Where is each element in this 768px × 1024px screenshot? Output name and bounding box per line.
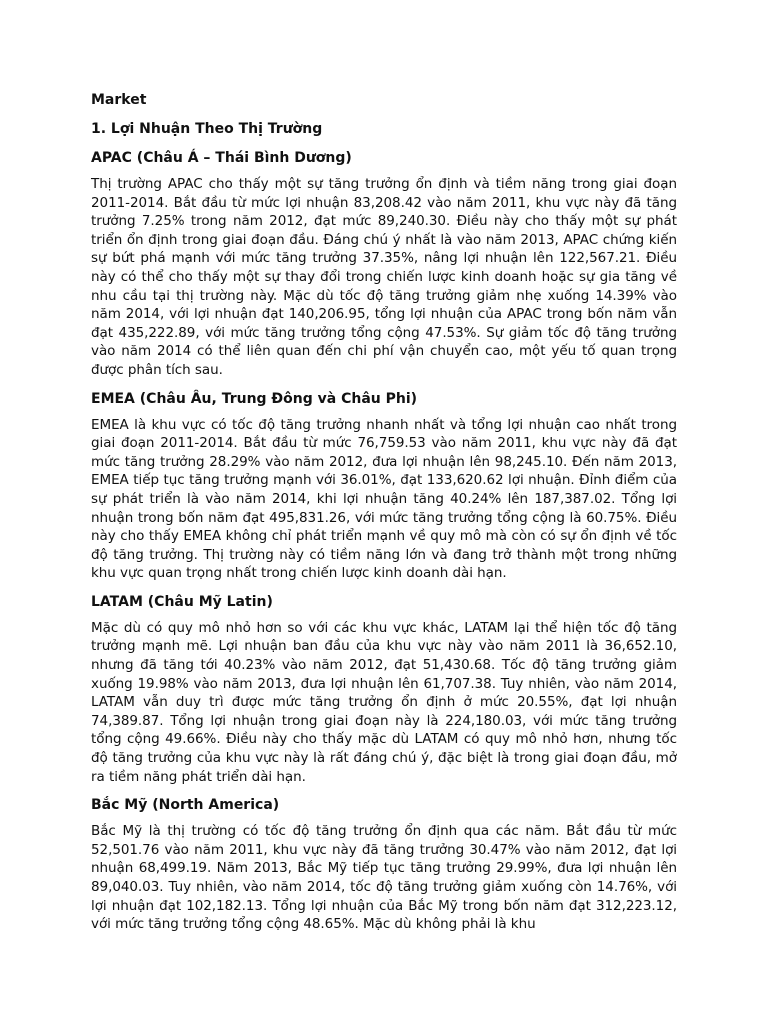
heading-north-america: Bắc Mỹ (North America) xyxy=(91,797,280,814)
heading-apac: APAC (Châu Á – Thái Bình Dương) xyxy=(91,150,352,166)
paragraph-emea: EMEA là khu vực có tốc độ tăng trưởng nhanh nhất và tổng lợi nhuận cao nhất trong giai đoạn 2011-2014. Bắt đầu từ mức 76,759.53 vào năm 2011, khu vực này đã đạt mức tăng trưởng 28.29% vào năm 2012, đưa lợi nhuận lên 98,245.10. Đến năm 2013, EMEA tiếp tục tăng trưởng mạnh với 36.01%, đạt 133,620.62 lợi nhuận. Đỉnh điểm của sự phát triển là vào năm 2014, khi lợi nhuận tăng 40.24% lên 187,387.02. Tổng lợi nhuận trong bốn năm đạt 495,831.26, với mức tăng trưởng tổng cộng là 60.75%. Điều này cho thấy EMEA không chỉ phát triển mạnh về quy mô mà còn có sự ổn định về tốc độ tăng trưởng. Thị trường này có tiềm năng lớn và đang trở thành một trong những khu vực quan trọng nhất trong chiến lược kinh doanh dài hạn. xyxy=(91,416,677,582)
section-title: 1. Lợi Nhuận Theo Thị Trường xyxy=(91,121,323,137)
heading-latam: LATAM (Châu Mỹ Latin) xyxy=(91,593,273,610)
paragraph-north-america: Bắc Mỹ là thị trường có tốc độ tăng trưởng ổn định qua các năm. Bắt đầu từ mức 52,501.76 vào năm 2011, khu vực này đã tăng trưởng 30.47% vào năm 2012, đạt lợi nhuận 68,499.19. Năm 2013, Bắc Mỹ tiếp tục tăng trưởng 29.99%, đưa lợi nhuận lên 89,040.03. Tuy nhiên, vào năm 2014, tốc độ tăng trưởng giảm xuống còn 14.76%, với lợi nhuận đạt 102,182.13. Tổng lợi nhuận của Bắc Mỹ trong bốn năm đạt 312,223.12, với mức tăng trưởng tổng cộng 48.65%. Mặc dù không phải là khu xyxy=(91,823,677,933)
paragraph-latam: Mặc dù có quy mô nhỏ hơn so với các khu vực khác, LATAM lại thể hiện tốc độ tăng trưởng mạnh mẽ. Lợi nhuận ban đầu của khu vực này vào năm 2011 là 36,652.10, nhưng đã tăng tới 40.23% vào năm 2012, đạt 51,430.68. Tốc độ tăng trưởng giảm xuống 19.98% vào năm 2013, đưa lợi nhuận lên 61,707.38. Tuy nhiên, vào năm 2014, LATAM vẫn duy trì được mức tăng trưởng ổn định ở mức 20.55%, đạt lợi nhuận 74,389.87. Tổng lợi nhuận trong giai đoạn này là 224,180.03, với mức tăng trưởng tổng cộng 49.66%. Điều này cho thấy mặc dù LATAM có quy mô nhỏ hơn, nhưng tốc độ tăng trưởng của khu vực này là rất đáng chú ý, đặc biệt là trong giai đoạn đầu, mở ra tiềm năng phát triển dài hạn. xyxy=(91,619,677,785)
heading-emea: EMEA (Châu Âu, Trung Đông và Châu Phi) xyxy=(91,390,418,407)
paragraph-apac: Thị trường APAC cho thấy một sự tăng trưởng ổn định và tiềm năng trong giai đoạn 2011-2014. Bắt đầu từ mức lợi nhuận 83,208.42 vào năm 2011, khu vực này đã tăng trưởng 7.25% trong năm 2012, đạt mức 89,240.30. Điều này cho thấy một sự phát triển ổn định trong giai đoạn đầu. Đáng chú ý nhất là vào năm 2013, APAC chứng kiến sự bứt phá mạnh với mức tăng trưởng 37.35%, nâng lợi nhuận lên 122,567.21. Điều này có thể cho thấy một sự thay đổi trong chiến lược kinh doanh hoặc sự gia tăng về nhu cầu tại thị trường này. Mặc dù tốc độ tăng trưởng giảm nhẹ xuống 14.39% vào năm 2014, với lợi nhuận đạt 140,206.95, tổng lợi nhuận của APAC trong bốn năm vẫn đạt 435,222.89, với mức tăng trưởng tổng cộng 47.53%. Sự giảm tốc độ tăng trưởng vào năm 2014 có thể liên quan đến chi phí vận chuyển cao, một yếu tố quan trọng được phân tích sau. xyxy=(91,176,677,378)
document-title: Market xyxy=(91,92,147,108)
document-page xyxy=(91,90,677,943)
